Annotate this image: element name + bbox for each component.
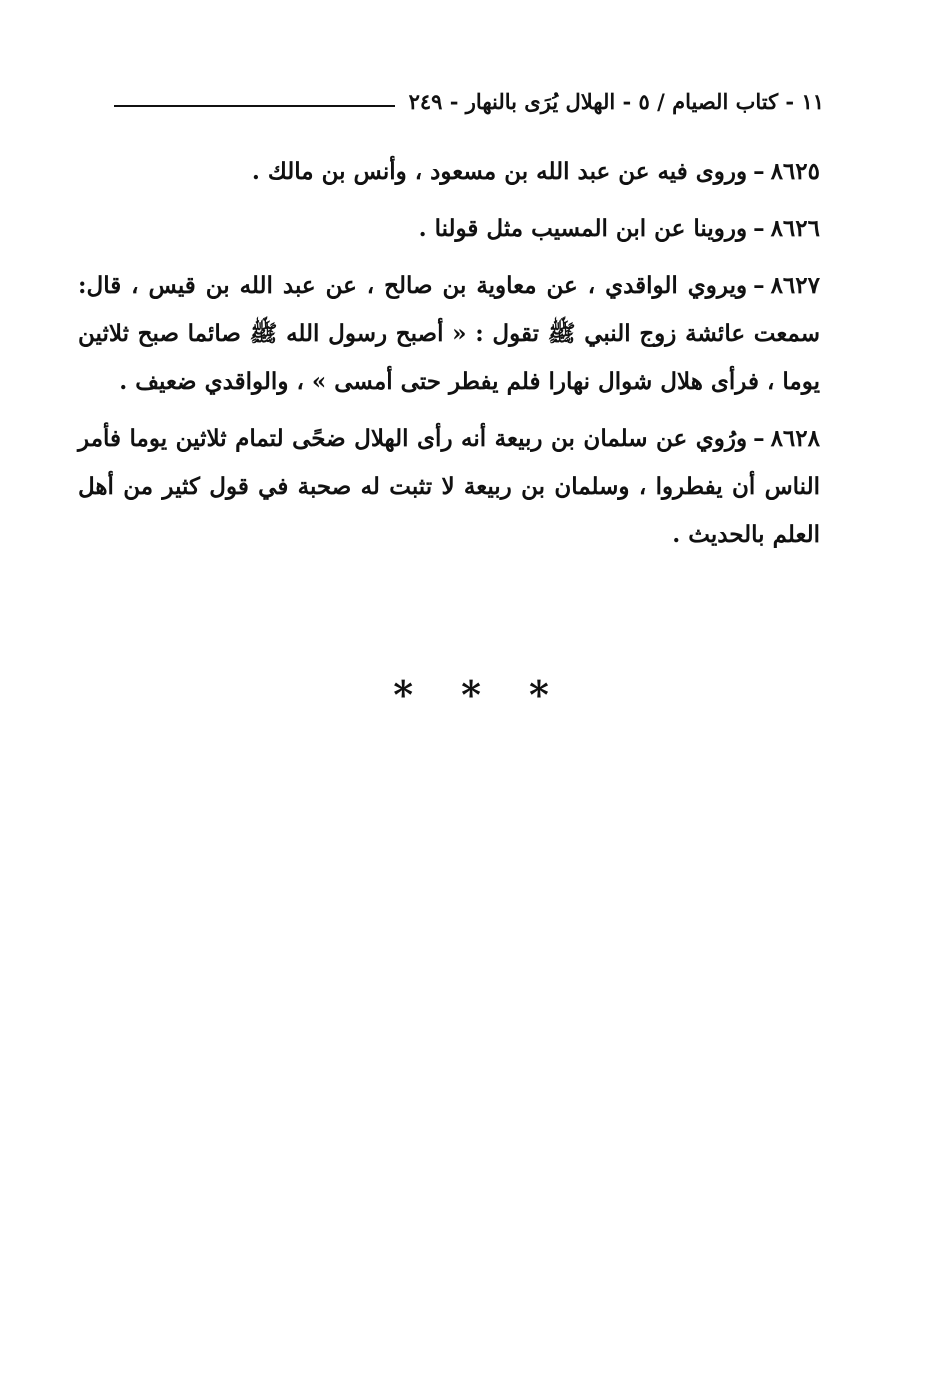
hadith-text: ويروي الواقدي ، عن معاوية بن صالح ، عن عبد الله بن قيس ، قال: سمعت عائشة زوج النبي ﷺ تقول : « أصبح رسول الله ﷺ صائما صبح ثلاثين يوما ، فرأى هلال شوال نهارا فلم يفطر حتى أمسى » ، والواقدي ضعيف . [78, 272, 820, 395]
running-header [114, 84, 824, 118]
hadith-number: ٨٦٢٧ [770, 272, 820, 299]
dash: – [753, 215, 765, 242]
hadith-paragraph-8625 [78, 148, 820, 196]
asterisk-icon: * [461, 672, 481, 717]
dash: – [753, 272, 765, 299]
hadith-text: وروى فيه عن عبد الله بن مسعود ، وأنس بن مالك . [251, 158, 748, 185]
asterisk-icon: * [393, 672, 414, 717]
hadith-number: ٨٦٢٥ [770, 158, 820, 185]
asterisk-icon: * [528, 672, 549, 717]
hadith-paragraph-8626 [78, 205, 820, 253]
section-separator [0, 672, 942, 717]
hadith-text: وروينا عن ابن المسيب مثل قولنا . [418, 215, 748, 242]
hadith-paragraph-8627 [78, 262, 820, 406]
hadith-paragraph-8628 [78, 415, 820, 559]
body-text [78, 148, 820, 568]
header-rule [114, 105, 395, 107]
hadith-number: ٨٦٢٨ [770, 425, 820, 452]
running-title: ١١ - كتاب الصيام / ٥ - الهلال يُرَى بالنهار - ٢٤٩ [408, 88, 824, 114]
dash: – [753, 158, 765, 185]
hadith-text: ورُوي عن سلمان بن ربيعة أنه رأى الهلال ضحًى لتمام ثلاثين يوما فأمر الناس أن يفطروا ، وسلمان بن ربيعة لا تثبت له صحبة في قول كثير من أهل العلم بالحديث . [78, 425, 820, 548]
dash: – [753, 425, 765, 452]
hadith-number: ٨٦٢٦ [770, 215, 820, 242]
